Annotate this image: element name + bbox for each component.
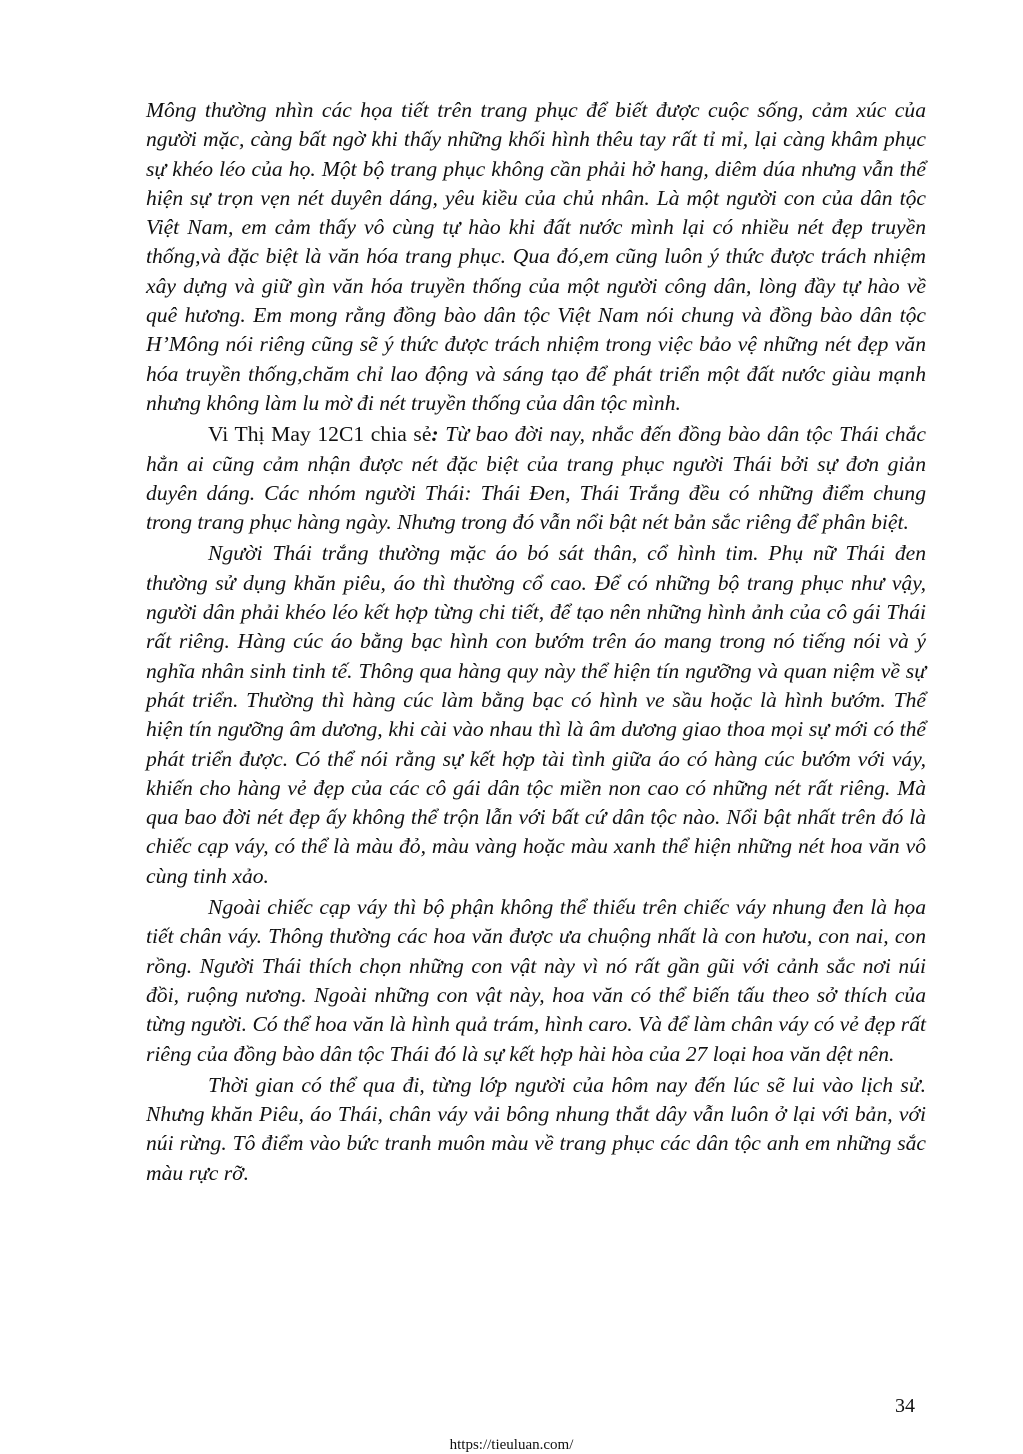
- paragraph-1: Mông thường nhìn các họa tiết trên trang phục để biết được cuộc sống, cảm xúc của người mặc, càng bất ngờ khi thấy những khối hình thêu tay rất tỉ mỉ, lại càng khâm phục sự khéo léo của họ. Một bộ trang phục không cần phải hở hang, diêm dúa nhưng vẫn thể hiện sự trọn vẹn nét duyên dáng, yêu kiều của chủ nhân. Là một người con của dân tộc Việt Nam, em cảm thấy vô cùng tự hào khi đất nước mình lại có nhiều nét đẹp truyền thống,và đặc biệt là văn hóa trang phục. Qua đó,em cũng luôn ý thức được trách nhiệm xây dựng và giữ gìn văn hóa truyền thống của một người công dân, lòng đầy tự hào về quê hương. Em mong rằng đồng bào dân tộc Việt Nam nói chung và đồng bào dân tộc H’Mông nói riêng cũng sẽ ý thức được trách nhiệm trong việc bảo vệ những nét đẹp văn hóa truyền thống,chăm chỉ lao động và sáng tạo để phát triển một đất nước giàu mạnh nhưng không làm lu mờ đi nét truyền thống của dân tộc mình.: [146, 98, 926, 415]
- paragraph-2: [146, 420, 926, 537]
- footer-url[interactable]: https://tieuluan.com/: [449, 1437, 574, 1453]
- page-number: 34: [895, 1395, 915, 1417]
- speaker-label: Vi Thị May 12C1 chia sẻ: [208, 422, 432, 447]
- paragraph-3: Người Thái trắng thường mặc áo bó sát thân, cổ hình tim. Phụ nữ Thái đen thường sử dụng khăn piêu, áo thì thường cổ cao. Để có những bộ trang phục như vậy, người dân phải khéo léo kết hợp từng chi tiết, để tạo nên những hình ảnh của cô gái Thái rất riêng. Hàng cúc áo bằng bạc hình con bướm trên áo mang trong nó tiếng nói và ý nghĩa nhân sinh tinh tế. Thông qua hàng quy này thể hiện tín ngưỡng và quan niệm về sự phát triển. Thường thì hàng cúc làm bằng bạc có hình ve sầu hoặc là hình bướm. Thể hiện tín ngưỡng âm dương, khi cài vào nhau thì là âm dương giao thoa mọi sự mới có thể phát triển được. Có thể nói rằng sự kết hợp tài tình giữa áo có hàng cúc bướm với váy, khiến cho hàng vẻ đẹp của các cô gái dân tộc miền non cao có những nét rất riêng. Mà qua bao đời nét đẹp ấy không thể trộn lẫn với bất cứ dân tộc nào. Nổi bật nhất trên đó là chiếc cạp váy, có thể là màu đỏ, màu vàng hoặc màu xanh thể hiện những nét hoa văn vô cùng tinh xảo.: [146, 541, 926, 888]
- page-body: [146, 96, 926, 1190]
- speaker-colon: :: [431, 422, 439, 447]
- paragraph-4: Ngoài chiếc cạp váy thì bộ phận không thể thiếu trên chiếc váy nhung đen là họa tiết chân váy. Thông thường các hoa văn được ưa chuộng nhất là con hươu, con nai, con rồng. Người Thái thích chọn những con vật này vì nó rất gần gũi với cảnh sắc nơi núi đồi, ruộng nương. Ngoài những con vật này, hoa văn có thể biến tấu theo sở thích của từng người. Có thể hoa văn là hình quả trám, hình caro. Và để làm chân váy có vẻ đẹp rất riêng của đồng bào dân tộc Thái đó là sự kết hợp hài hòa của 27 loại hoa văn dệt nên.: [146, 895, 926, 1066]
- paragraph-5: Thời gian có thể qua đi, từng lớp người của hôm nay đến lúc sẽ lui vào lịch sử. Nhưng khăn Piêu, áo Thái, chân váy vải bông nhung thắt dây vẫn luôn ở lại với bản, với núi rừng. Tô điểm vào bức tranh muôn màu về trang phục các dân tộc anh em những sắc màu rực rỡ.: [146, 1072, 926, 1185]
- speaker-quote: Từ bao đời nay, nhắc đến đồng bào dân tộc Thái chắc hẳn ai cũng cảm nhận được nét đặc biệt của trang phục người Thái bởi sự đơn giản duyên dáng. Các nhóm người Thái: Thái Đen, Thái Trắng đều có những điểm chung trong trang phục hàng ngày. Nhưng trong đó vẫn nổi bật nét bản sắc riêng để phân biệt.: [146, 422, 926, 535]
